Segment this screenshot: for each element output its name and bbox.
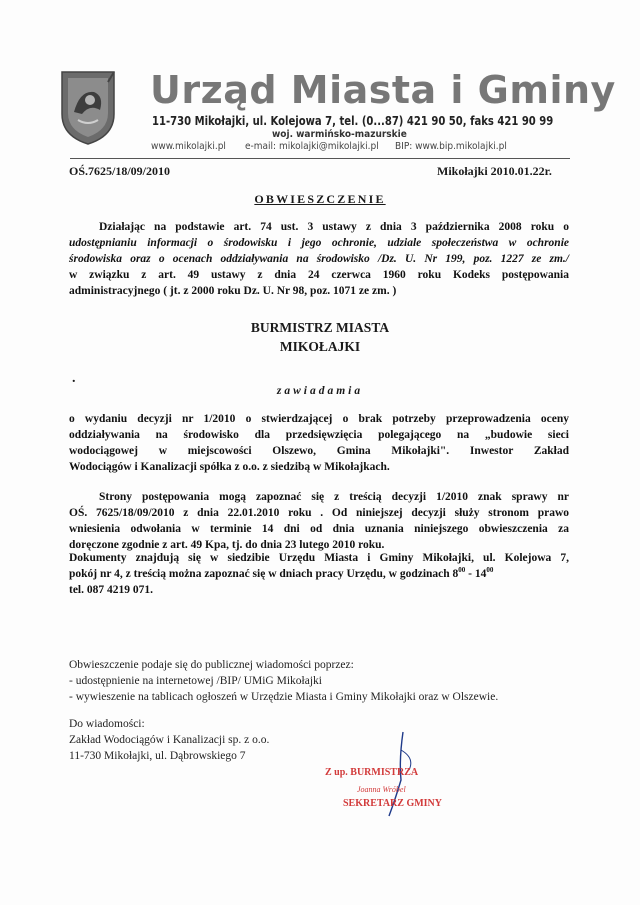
paragraph-line: wniesienia odwołania w terminie 14 dni od dnia uznania niniejszego obwieszczenia za <box>69 523 569 535</box>
office-region: woj. warmińsko-mazurskie <box>272 129 407 140</box>
decision-paragraph <box>69 411 569 475</box>
office-website-link[interactable]: www.mikolajki.pl <box>151 141 226 152</box>
issuing-authority <box>0 318 640 356</box>
recipients-block <box>69 716 269 764</box>
hour-from-minutes: 00 <box>458 566 466 575</box>
coat-of-arms-icon <box>60 70 116 146</box>
hour-to-minutes: 00 <box>486 566 494 575</box>
paragraph-line: doręczone zgodnie z art. 49 Kpa, tj. do dnia 23 lutego 2010 roku. <box>69 539 385 551</box>
publication-notice <box>69 657 498 705</box>
authority-line: BURMISTRZ MIASTA <box>250 320 390 335</box>
publication-line: - wywieszenie na tablicach ogłoszeń w Urzędzie Miasta i Gminy Mikołajki oraz w Olszewie. <box>69 691 499 703</box>
office-hours-text: pokój nr 4, z treścią można zapoznać się w dniach pracy Urzędu, w godzinach 8 <box>69 568 459 580</box>
office-hours-line <box>69 566 569 582</box>
paragraph-line: oddziaływania na środowisko dla przedsięwzięcia polegającego na „budowie sieci <box>69 429 569 441</box>
publication-line: Obwieszczenie podaje się do publicznej wiadomości poprzez: <box>69 659 354 671</box>
document-heading: OBWIESZCZENIE <box>254 192 386 206</box>
header-divider <box>70 158 570 159</box>
recipients-heading: Do wiadomości: <box>69 718 145 730</box>
authority-line: MIKOŁAJKI <box>279 339 361 354</box>
stamp-signature: Joanna Wróbel <box>357 785 406 794</box>
paragraph-line: w związku z art. 49 ustawy z dnia 24 czerwca 1960 roku Kodeks postępowania <box>69 269 569 281</box>
paragraph-line: Wodociągów i Kanalizacji spółka z o.o. z siedzibą w Mikołajkach. <box>69 461 390 473</box>
paragraph-line: Strony postępowania mogą zapoznać się z treścią decyzji 1/2010 znak sprawy nr <box>99 491 569 503</box>
office-email-link[interactable]: e-mail: mikolajki@mikolajki.pl <box>245 141 379 152</box>
document-date: Mikołajki 2010.01.22r. <box>437 164 552 178</box>
informs-heading: zawiadamia <box>276 385 364 397</box>
phone-line: tel. 087 4219 071. <box>69 584 154 596</box>
stray-mark: . <box>72 371 76 386</box>
case-reference: OŚ.7625/18/09/2010 <box>69 164 171 178</box>
recipient-address: 11-730 Mikołajki, ul. Dąbrowskiego 7 <box>69 750 246 762</box>
paragraph-line: udostępnianiu informacji o środowisku i jego ochronie, udziale społeczeństwa w ochronie <box>69 237 569 249</box>
paragraph-line: OŚ. 7625/18/09/2010 z dnia 22.01.2010 roku . Od niniejszej decyzji służy stronom prawo <box>69 507 569 519</box>
documents-paragraph <box>69 550 569 598</box>
recipient-name: Zakład Wodociągów i Kanalizacji sp. z o.o. <box>69 734 270 746</box>
office-title: Urząd Miasta i Gminy <box>150 68 616 112</box>
parties-paragraph <box>69 489 569 553</box>
office-bip-link[interactable]: BIP: www.bip.mikolajki.pl <box>395 141 507 152</box>
paragraph-line: administracyjnego ( jt. z 2000 roku Dz. U. Nr 98, poz. 1071 ze zm. ) <box>69 285 397 297</box>
hour-dash: - 14 <box>465 568 487 580</box>
paragraph-line: Działając na podstawie art. 74 ust. 3 ustawy z dnia 3 października 2008 roku o <box>99 221 569 233</box>
office-address: 11-730 Mikołajki, ul. Kolejowa 7, tel. (0...87) 421 90 50, faks 421 90 99 <box>152 114 554 128</box>
official-stamp <box>325 730 475 820</box>
publication-line: - udostępnienie na internetowej /BIP/ UMiG Mikołajki <box>69 675 322 687</box>
stamp-line-2: SEKRETARZ GMINY <box>343 798 442 809</box>
stamp-line-1: Z up. BURMISTRZA <box>325 767 419 778</box>
paragraph-line: wodociągowej w miejscowości Olszewo, Gmina Mikołajki". Inwestor Zakład <box>69 445 569 457</box>
paragraph-line: środowiska oraz o ocenach oddziaływania na środowisko /Dz. U. Nr 199, poz. 1227 ze zm./ <box>69 253 569 265</box>
paragraph-line: Dokumenty znajdują się w siedzibie Urzędu Miasta i Gminy Mikołajki, ul. Kolejowa 7, <box>69 552 569 564</box>
legal-basis-paragraph <box>69 219 569 299</box>
paragraph-line: o wydaniu decyzji nr 1/2010 o stwierdzającej o brak potrzeby przeprowadzenia oceny <box>69 413 569 425</box>
